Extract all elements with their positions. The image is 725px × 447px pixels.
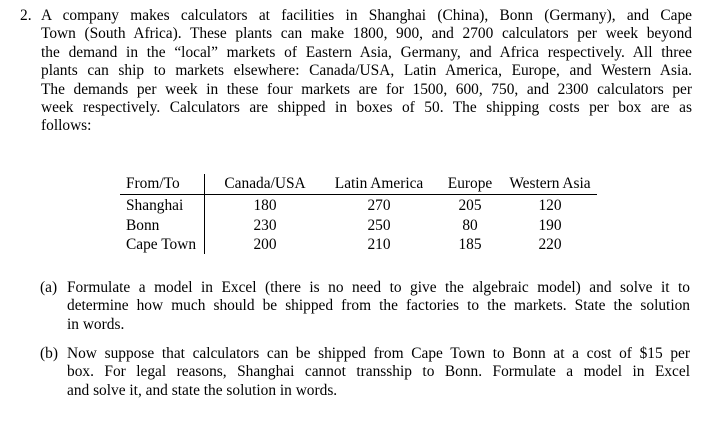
part-line: in words. (67, 315, 125, 333)
table-cell: 185 (458, 235, 482, 253)
part-text (67, 345, 690, 400)
problem-line: The demands per week in these four markets are for 1500, 600, 750, and 2300 calculators per (41, 80, 692, 98)
table-header-row (120, 174, 597, 195)
part-line: determine how much should be shipped from the factories to the markets. State the solution (67, 297, 690, 315)
part-line: box. For legal reasons, Shanghai cannot transship to Bonn. Formulate a model in Excel (67, 363, 690, 381)
row-label: Bonn (120, 216, 205, 235)
problem-line: plants can ship to markets elsewhere: Canada/USA, Latin America, Europe, and Western Asia. (41, 62, 692, 80)
table-cell: 120 (538, 197, 562, 215)
part-b (40, 345, 690, 400)
table-cell: 250 (367, 216, 391, 234)
shipping-cost-table (120, 174, 597, 254)
table-cell: 190 (538, 216, 562, 234)
part-label: (a) (40, 279, 58, 296)
part-label: (b) (40, 345, 58, 362)
table-row (120, 235, 597, 254)
column-header: Europe (437, 174, 503, 195)
table-row (120, 195, 597, 216)
table-cell: 180 (253, 197, 277, 215)
problem-2 (20, 7, 692, 136)
table-cell: 210 (367, 235, 391, 253)
problem-line: Town (South Africa). These plants can make 1800, 900, and 2700 calculators per week beyond (41, 25, 692, 43)
table-cell: 230 (253, 216, 277, 234)
table-corner-label: From/To (120, 174, 205, 195)
table-cell: 270 (367, 197, 391, 215)
table-cell: 200 (253, 235, 277, 253)
column-header: Canada/USA (205, 174, 322, 195)
problem-line: week respectively. Calculators are shipped in boxes of 50. The shipping costs per box are as (41, 99, 692, 117)
part-a (40, 279, 690, 334)
row-label: Cape Town (120, 235, 205, 254)
column-header: Latin America (321, 174, 437, 195)
problem-line: follows: (41, 117, 92, 135)
table-cell: 80 (462, 216, 478, 234)
part-text (67, 279, 690, 334)
part-line: and solve it, and state the solution in words. (67, 381, 338, 399)
row-label: Shanghai (120, 195, 205, 216)
table-cell: 220 (538, 235, 562, 253)
problem-statement (41, 7, 692, 136)
table-row (120, 216, 597, 235)
problem-line: the demand in the “local” markets of Eastern Asia, Germany, and Africa respectively. All three (41, 43, 692, 61)
part-line: Formulate a model in Excel (there is no need to give the algebraic model) and solve it to (67, 279, 690, 296)
column-header: Western Asia (503, 174, 597, 195)
problem-line: A company makes calculators at facilities in Shanghai (China), Bonn (Germany), and Cape (41, 7, 692, 24)
problem-number: 2. (20, 7, 32, 24)
table-cell: 205 (458, 197, 482, 215)
part-line: Now suppose that calculators can be shipped from Cape Town to Bonn at a cost of $15 per (67, 345, 690, 362)
